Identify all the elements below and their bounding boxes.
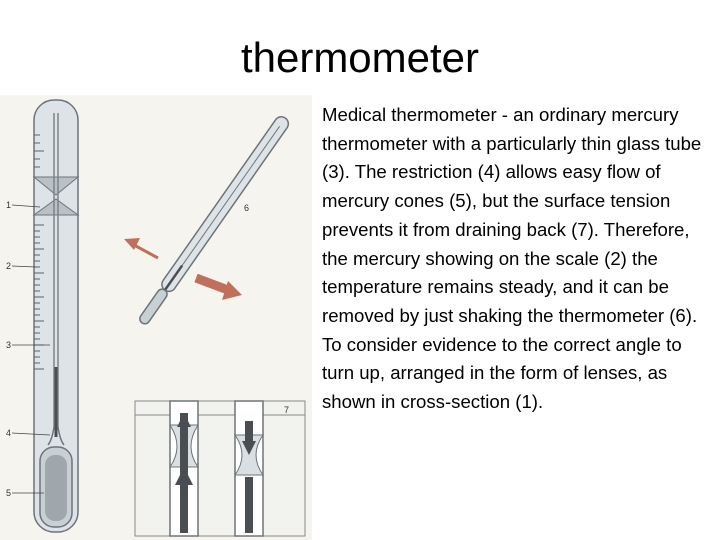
slide-body-text: Medical thermometer - an ordinary mercury thermometer with a particularly thin glass tube (3). The restriction (4) allows easy flow of mercury cones (5), but the surface tension prevents it from draining back (7). Therefore, the mercury showing on the scale (2) the temperature remains steady, and it can be removed by just shaking the thermometer (6). To consider evidence to the correct angle to turn up, arranged in the form of lenses, as shown in cross-section (1). — [322, 104, 702, 413]
figure-label-7: 7 — [284, 405, 290, 415]
tilted-thermometer — [136, 114, 291, 327]
thermometer-figure — [0, 95, 312, 540]
figure-label-3: 3 — [6, 340, 12, 350]
thermometer-illustration — [0, 95, 312, 540]
figure-label-1: 1 — [6, 200, 12, 210]
slide-title: thermometer — [240, 34, 480, 81]
figure-label-5: 5 — [6, 488, 12, 498]
figure-label-4: 4 — [6, 428, 12, 438]
figure-label-6: 6 — [244, 203, 250, 213]
vertical-thermometer — [34, 100, 78, 532]
restriction-inset — [135, 401, 305, 536]
figure-label-2: 2 — [6, 261, 12, 271]
